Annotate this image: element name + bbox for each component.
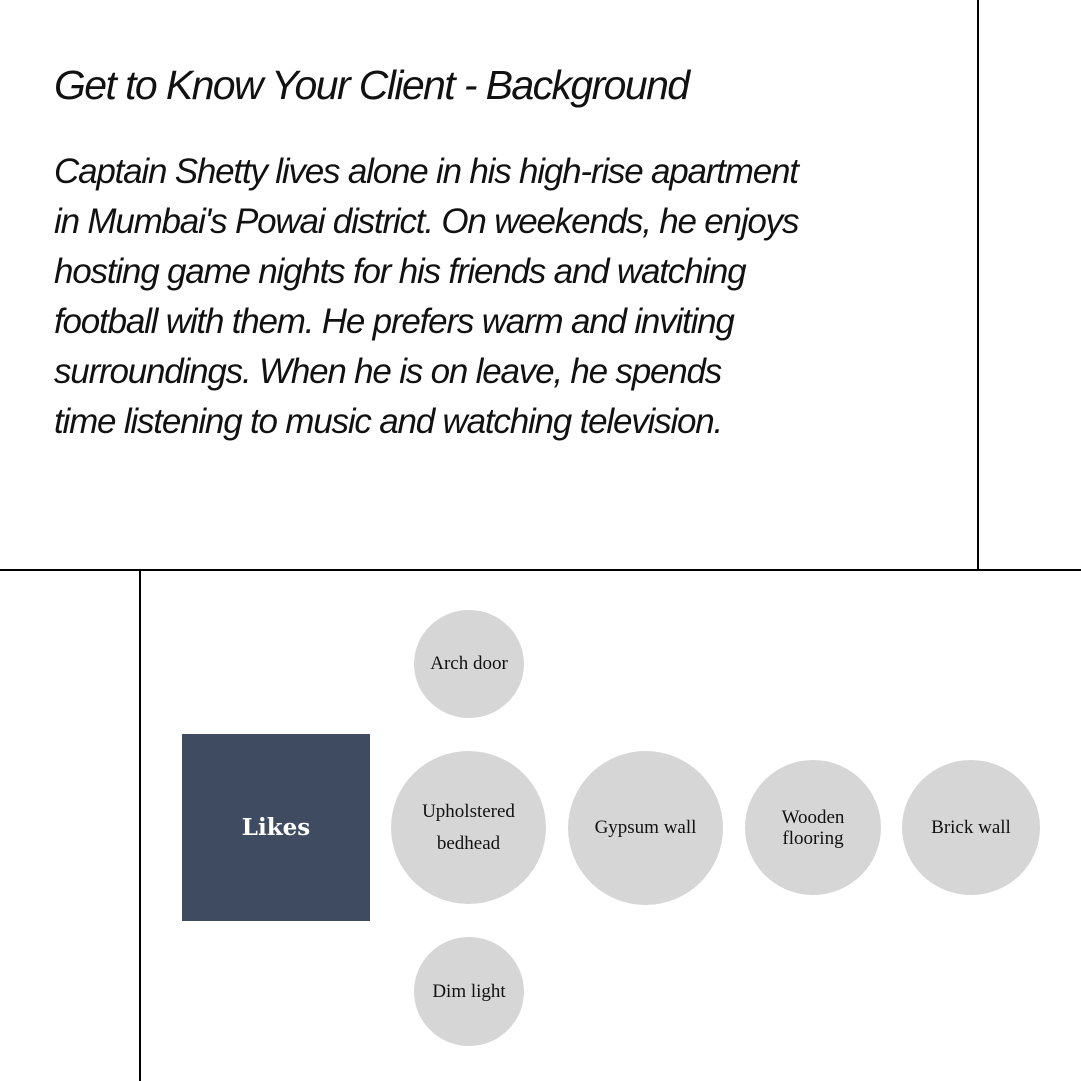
bubble-label-line: Wooden (781, 806, 845, 828)
paragraph-line: hosting game nights for his friends and watching (54, 252, 746, 291)
paragraph-line: football with them. He prefers warm and inviting (54, 302, 734, 341)
likes-box (182, 734, 370, 921)
client-background-text (54, 147, 954, 447)
paragraph-line: surroundings. When he is on leave, he spends (54, 352, 722, 391)
bubble-label: Arch door (430, 653, 508, 674)
bubble-arch-door (414, 610, 524, 718)
divider-vertical-bottom (139, 570, 141, 1081)
bubble-brick-wall (902, 760, 1040, 895)
bubble-gypsum-wall (568, 751, 723, 905)
paragraph-line: in Mumbai's Powai district. On weekends, he enjoys (54, 202, 799, 241)
bubble-label-line: Upholstered (422, 800, 515, 822)
paragraph-line: time listening to music and watching television. (54, 402, 723, 441)
page-title: Get to Know Your Client - Background (54, 62, 689, 108)
bubble-label: Dim light (432, 980, 506, 1002)
bubble-dim-light (414, 937, 524, 1046)
bubble-wooden-flooring (745, 760, 881, 895)
bubble-label-line: flooring (782, 827, 844, 849)
likes-label: Likes (241, 814, 311, 841)
bubble-label: Brick wall (931, 816, 1011, 838)
bubble-upholstered-bedhead (391, 751, 546, 904)
divider-vertical-top (977, 0, 979, 570)
divider-horizontal (0, 569, 1081, 571)
bubble-label: Gypsum wall (594, 817, 697, 838)
bubble-label-line: bedhead (436, 832, 501, 854)
paragraph-line: Captain Shetty lives alone in his high-rise apartment (54, 152, 798, 191)
